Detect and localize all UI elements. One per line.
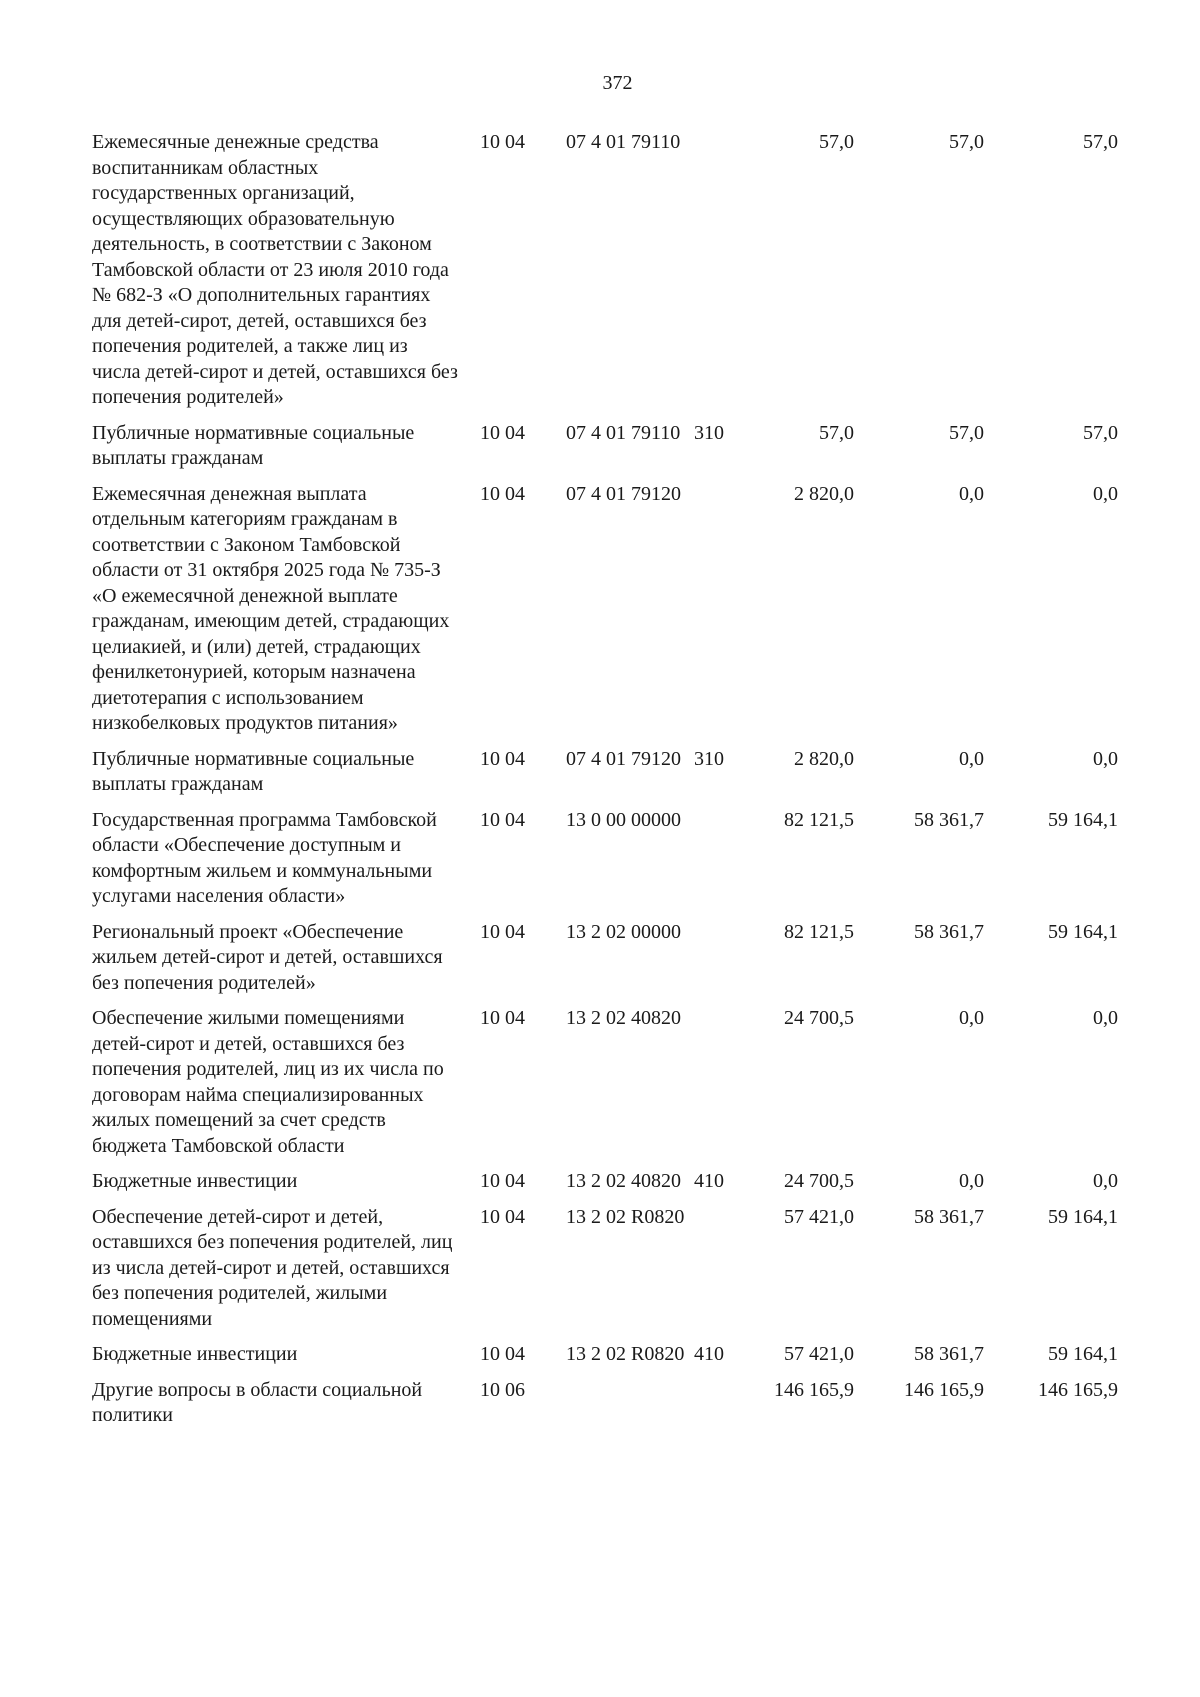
table-row (92, 482, 1160, 737)
row-amount-year1: 2 820,0 (794, 747, 854, 770)
row-name: Государственная программа Тамбовской области «Обеспечение доступным и комфортным жильем и коммунальными услугами населения области» (92, 808, 437, 907)
row-target-article: 13 2 02 R0820 (566, 1205, 685, 1228)
row-name: Бюджетные инвестиции (92, 1343, 298, 1365)
row-section-code: 10 06 (480, 1378, 525, 1401)
row-section-code: 10 04 (480, 920, 525, 943)
row-amount-year2: 146 165,9 (904, 1378, 984, 1401)
row-name: Ежемесячная денежная выплата отдельным категориям гражданам в соответствии с Законом Тамбовской области от 31 октября 2025 года № 735-З «О ежемесячной денежной выплате гражданам, имеющим детей, страдающих целиакией, и (или) детей, страдающих фенилкетонурией, которым назначена диетотерапия с использованием низкобелковых продуктов питания» (92, 482, 450, 734)
table-row (92, 1342, 1160, 1368)
row-target-article: 07 4 01 79120 (566, 747, 681, 770)
row-name: Другие вопросы в области социальной политики (92, 1378, 423, 1426)
row-amount-year1: 82 121,5 (784, 920, 854, 943)
row-amount-year2: 57,0 (949, 421, 984, 444)
row-amount-year1: 82 121,5 (784, 808, 854, 831)
row-amount-year2: 0,0 (959, 482, 984, 505)
row-amount-year1: 24 700,5 (784, 1170, 854, 1192)
row-section-code: 10 04 (480, 131, 525, 153)
row-amount-year3: 59 164,1 (1048, 1343, 1118, 1365)
row-amount-year2: 58 361,7 (914, 1205, 984, 1228)
page-number: 372 (602, 72, 633, 94)
row-name: Ежемесячные денежные средства воспитанникам областных государственных организаций, осуществляющих образовательную деятельность, в соответствии с Законом Тамбовской области от 23 июля 2010 года № 682-З «О дополнительных гарантиях для детей-сирот, детей, оставшихся без попечения родителей, а также лиц из числа детей-сирот и детей, оставшихся без попечения родителей» (92, 131, 458, 408)
row-name: Региональный проект «Обеспечение жильем детей-сирот и детей, оставшихся без попечения родителей» (92, 920, 443, 994)
table-row (92, 130, 1160, 411)
row-amount-year3: 146 165,9 (1038, 1378, 1118, 1401)
row-name: Публичные нормативные социальные выплаты гражданам (92, 747, 415, 795)
row-amount-year3: 59 164,1 (1048, 920, 1118, 943)
row-target-article: 13 2 02 R0820 (566, 1343, 685, 1365)
row-amount-year3: 59 164,1 (1048, 808, 1118, 831)
row-expense-type: 310 (694, 421, 724, 444)
row-amount-year3: 0,0 (1093, 747, 1118, 770)
row-target-article: 07 4 01 79120 (566, 482, 681, 505)
table-row (92, 1169, 1160, 1195)
row-amount-year2: 57,0 (949, 131, 984, 153)
row-name: Публичные нормативные социальные выплаты гражданам (92, 421, 415, 469)
table-row (92, 920, 1160, 997)
table-row (92, 1205, 1160, 1333)
row-amount-year1: 57,0 (819, 131, 854, 153)
row-amount-year2: 0,0 (959, 1170, 984, 1192)
row-name: Обеспечение детей-сирот и детей, оставшихся без попечения родителей, лиц из числа детей-сирот и детей, оставшихся без попечения родителей, жилыми помещениями (92, 1205, 453, 1330)
row-amount-year3: 57,0 (1083, 131, 1118, 153)
row-amount-year1: 57 421,0 (784, 1205, 854, 1228)
row-section-code: 10 04 (480, 1205, 525, 1228)
row-expense-type: 410 (694, 1170, 724, 1192)
row-amount-year2: 0,0 (959, 747, 984, 770)
row-target-article: 07 4 01 79110 (566, 421, 681, 444)
row-amount-year3: 0,0 (1093, 482, 1118, 505)
row-section-code: 10 04 (480, 808, 525, 831)
row-section-code: 10 04 (480, 421, 525, 444)
row-amount-year2: 58 361,7 (914, 1343, 984, 1365)
row-target-article: 13 2 02 00000 (566, 920, 681, 943)
row-amount-year1: 146 165,9 (774, 1378, 854, 1401)
row-amount-year2: 0,0 (959, 1007, 984, 1029)
row-amount-year1: 2 820,0 (794, 482, 854, 505)
table-row (92, 1378, 1160, 1429)
row-target-article: 13 0 00 00000 (566, 808, 681, 831)
row-amount-year2: 58 361,7 (914, 808, 984, 831)
table-row (92, 747, 1160, 798)
table-row (92, 808, 1160, 910)
row-amount-year2: 58 361,7 (914, 920, 984, 943)
row-amount-year3: 0,0 (1093, 1007, 1118, 1029)
row-amount-year1: 57,0 (819, 421, 854, 444)
row-target-article: 07 4 01 79110 (566, 131, 681, 153)
row-amount-year1: 24 700,5 (784, 1007, 854, 1029)
row-amount-year1: 57 421,0 (784, 1343, 854, 1365)
row-name: Обеспечение жилыми помещениями детей-сирот и детей, оставшихся без попечения родителей, лиц из их числа по договорам найма специализированных жилых помещений за счет средств бюджета Тамбовской области (92, 1007, 444, 1157)
row-name: Бюджетные инвестиции (92, 1170, 298, 1192)
row-section-code: 10 04 (480, 747, 525, 770)
row-section-code: 10 04 (480, 1343, 525, 1365)
row-expense-type: 310 (694, 747, 724, 770)
row-amount-year3: 59 164,1 (1048, 1205, 1118, 1228)
row-target-article: 13 2 02 40820 (566, 1007, 681, 1029)
row-expense-type: 410 (694, 1343, 724, 1365)
row-section-code: 10 04 (480, 1170, 525, 1192)
row-amount-year3: 57,0 (1083, 421, 1118, 444)
budget-table (92, 130, 1160, 1439)
row-section-code: 10 04 (480, 1007, 525, 1029)
row-section-code: 10 04 (480, 482, 525, 505)
row-target-article: 13 2 02 40820 (566, 1170, 681, 1192)
row-amount-year3: 0,0 (1093, 1170, 1118, 1192)
table-row (92, 1006, 1160, 1159)
table-row (92, 421, 1160, 472)
